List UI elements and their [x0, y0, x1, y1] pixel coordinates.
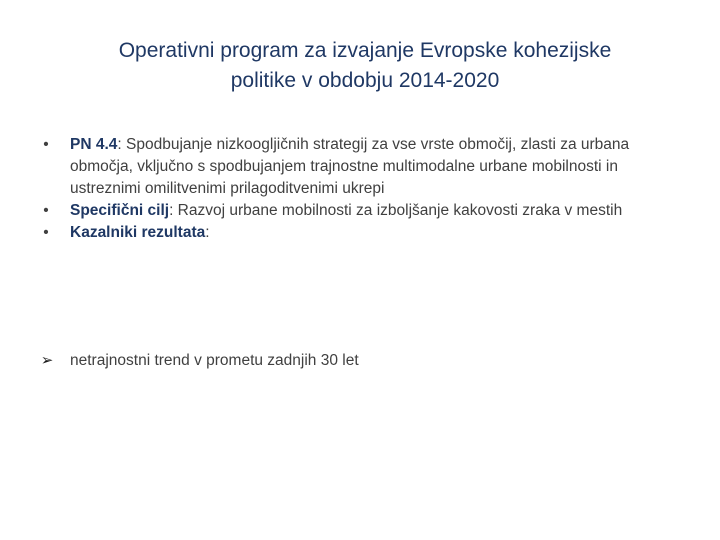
bullet-key-specific-goal: Specifični cilj [70, 202, 170, 219]
slide-title [40, 36, 690, 96]
bullet-dot-icon: • [43, 136, 49, 153]
bullet-dot-icon: • [43, 224, 49, 241]
bullet-item-specific-goal [36, 200, 676, 222]
bullet-text-pn: : Spodbujanje nizkoogljičnih strategij za vse vrste območij, zlasti za urbana območja, vključno s spodbujanjem trajnostne multimodalne urbane mobilnosti in ustreznimi omilitvenimi prilagoditvenimi ukrepi [70, 136, 630, 197]
bullet-item-result-indicators [36, 222, 676, 244]
arrow-item-text: netrajnostni trend v prometu zadnjih 30 let [70, 352, 359, 369]
bullet-text-specific-goal: : Razvoj urbane mobilnosti za izboljšanje kakovosti zraka v mestih [169, 202, 623, 219]
slide-title-line-1: Operativni program za izvajanje Evropske kohezijske [118, 39, 612, 62]
bullet-dot-icon: • [43, 202, 49, 219]
arrow-bullet-icon: ➢ [40, 352, 54, 369]
bullet-key-result-indicators: Kazalniki rezultata [70, 224, 206, 241]
bullet-text-result-indicators: : [205, 224, 210, 241]
slide-title-line-2: politike v obdobju 2014-2020 [230, 69, 500, 92]
bullet-item-pn [36, 134, 676, 200]
arrow-list [36, 350, 676, 372]
bullet-list [36, 134, 676, 244]
arrow-item [36, 350, 676, 372]
bullet-key-pn: PN 4.4 [70, 136, 118, 153]
